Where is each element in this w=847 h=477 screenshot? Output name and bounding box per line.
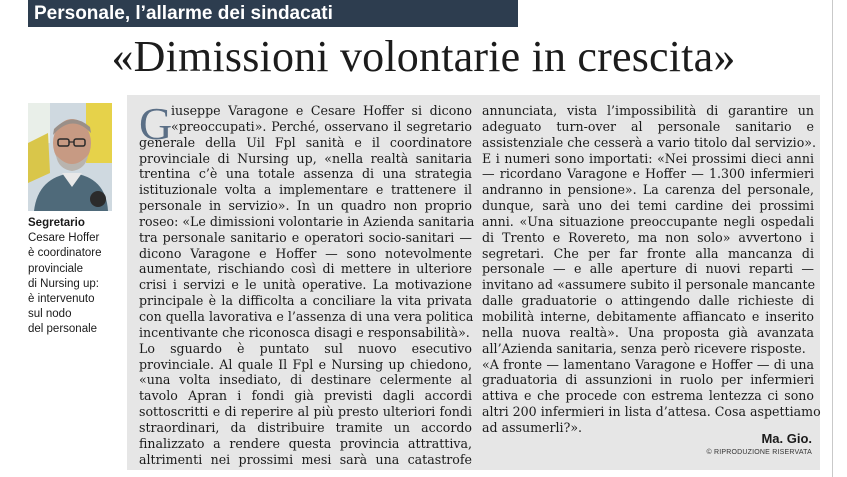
text-line: personale in servizio». In un quadro non proprio — [139, 198, 472, 214]
article-column-1 — [139, 98, 475, 467]
caption-line: è intervenuto — [28, 293, 95, 306]
text-line: dalle graduatorie o attingendo dalle richieste di — [482, 293, 814, 309]
caption-line: provinciale — [28, 262, 83, 275]
text-line: altrimenti nei prossimi mesi sarà una catastrofe — [139, 451, 472, 467]
text-line: finalizzato a rendere questa provincia attrattiva, — [139, 435, 472, 451]
text-line: — ricordano Varagone e Hoffer — 1.300 infermieri — [482, 166, 814, 182]
text-line: generale della Uil Fpl sanità e il coordinatore — [139, 134, 472, 150]
text-line: incentivante che riconosca disagi e responsabilità». — [139, 324, 470, 340]
text-line: aumentate, rischiando così di mettere in ulteriore — [139, 261, 472, 277]
text-line: anni. «Una situazione preoccupante negli ospedali — [482, 213, 814, 229]
text-line: straordinari, da distribuire tramite un accordo — [139, 419, 472, 435]
text-line: all’Azienda sanitaria, senza però ricevere risposte. — [482, 340, 806, 356]
text-line: tra personale sanitario e operatori socio-sanitari — — [139, 229, 472, 245]
text-line: provinciale di Nursing up, «nella realtà sanitaria — [139, 150, 472, 166]
caption-line: sul nodo — [28, 308, 72, 321]
text-line: tavolo Apran i fondi già previsti dagli accordi — [139, 388, 472, 404]
text-line: roseo: «Le dimissioni volontarie in Azienda sanitaria — [139, 213, 475, 229]
section-kicker: Personale, l’allarme dei sindacati — [28, 0, 518, 27]
text-line: di Trento e Rovereto, ma non solo» avvertono i — [482, 229, 814, 245]
text-line: mobilità interne, debitamente affiancato e inserito — [482, 308, 814, 324]
headline: «Dimissioni volontarie in crescita» — [111, 32, 736, 81]
text-line: «A fronte — lamentano Varagone e Hoffer — di una — [482, 356, 814, 372]
text-line: assistenziale che cesserà a vario titolo dal servizio». — [482, 134, 816, 150]
drop-cap: G — [139, 98, 173, 149]
text-line: segretari. Che per far fronte alla mancanza di — [482, 245, 814, 261]
text-line: crisi i servizi e le unità operative. La motivazione — [139, 277, 472, 293]
portrait-photo — [28, 103, 112, 211]
text-line: «preoccupati». Perché, osservano il segretario — [171, 118, 472, 134]
text-line: sottoscritti e di reperire al più presto ulteriori fondi — [139, 404, 472, 420]
caption-line: di Nursing up: — [28, 277, 99, 290]
text-line: invitano ad «assumere subito il personale mancante — [482, 277, 816, 293]
text-line: annunciata, vista l’impossibilità di garantire un — [482, 103, 814, 118]
caption-line: è coordinatore — [28, 247, 102, 260]
portrait-illustration — [28, 103, 112, 211]
photo-caption — [28, 216, 124, 338]
text-line: altri 200 infermieri in lista d’attesa. Cosa aspettiamo — [482, 404, 821, 420]
text-line: personale — e alle aperture di nuovi reparti — — [482, 261, 814, 277]
text-line: istituzionale volta a implementare e trattenere il — [139, 182, 472, 198]
text-line: provinciale. Al quale Il Fpl e Nursing up chiedono, — [139, 356, 472, 372]
text-line: attiva e che procede con estrema lentezza ci sono — [482, 388, 814, 404]
text-line: E i numeri sono importati: «Nei prossimi dieci anni — [482, 150, 814, 166]
text-line: dicono Varagone e Hoffer — sono notevolmente — [139, 245, 472, 261]
article-column-2 — [482, 103, 821, 436]
text-line: ad assumerli?». — [482, 419, 583, 435]
text-line: graduatoria di assunzioni in ruolo per infermieri — [482, 372, 814, 388]
text-line: adeguato turn-over al personale sanitario e — [482, 118, 814, 134]
author-signature: Ma. Gio. — [761, 431, 812, 446]
caption-title: Segretario — [28, 217, 85, 229]
text-line: con quella lavorativa e l’assenza di una vera politica — [139, 308, 474, 324]
text-line: nella nuova realtà». Una proposta già avanzata — [482, 324, 814, 340]
text-line: iuseppe Varagone e Cesare Hoffer si dicono — [171, 103, 472, 118]
caption-line: Cesare Hoffer — [28, 232, 100, 245]
text-line: trentina c’è una totale assenza di una strategia — [139, 166, 472, 182]
text-line: andranno in pensione». La carenza del personale, — [482, 182, 814, 198]
text-line: dunque, sarà uno dei temi cardine dei prossimi — [482, 198, 814, 214]
text-line: «una volta insediato, di destinare celermente al — [139, 372, 472, 388]
caption-line: del personale — [28, 323, 98, 336]
text-line: principale è la difficolta a conciliare la vita privata — [139, 293, 472, 309]
copyright-notice: © RIPRODUZIONE RISERVATA — [706, 449, 812, 456]
text-line: Lo sguardo è puntato sul nuovo esecutivo — [139, 340, 472, 356]
